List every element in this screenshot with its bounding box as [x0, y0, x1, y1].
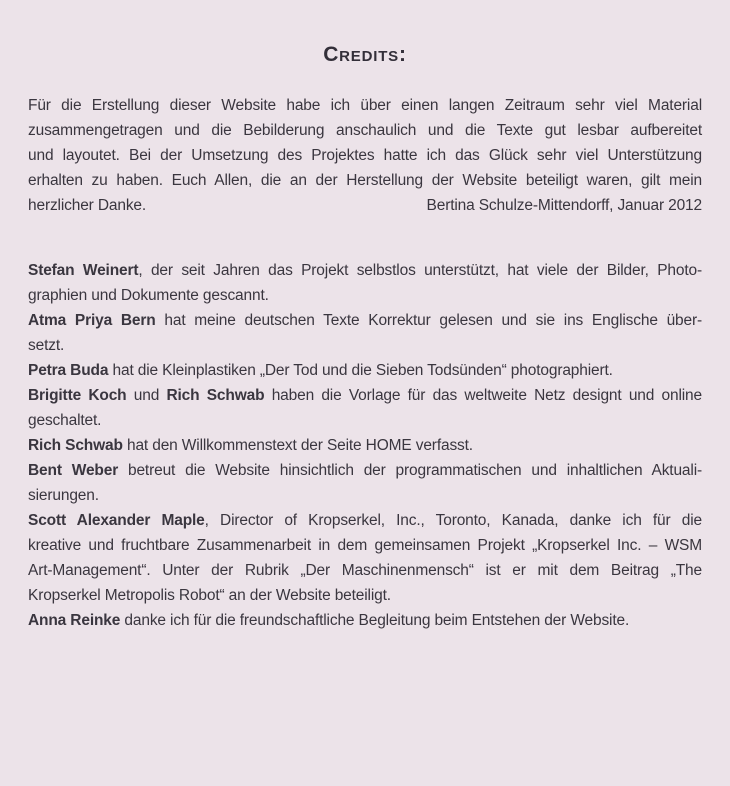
person-name: Bent Weber: [28, 462, 119, 479]
text-run: hat die Kleinplastiken „Der Tod und die Sieben Todsünden“ photographiert.: [108, 362, 613, 379]
person-name: Anna Reinke: [28, 612, 121, 629]
person-name: Brigitte Koch: [28, 387, 127, 404]
text-run: und layoutet. Bei der Umsetzung des Projektes hatte ich das Glück sehr viel Unterstützung: [28, 147, 702, 164]
credits-list: [28, 258, 702, 633]
credits-line: [28, 383, 702, 408]
text-run: danke ich für die freundschaftliche Begleitung beim Entstehen der Website.: [120, 612, 630, 629]
credits-line: [28, 458, 702, 483]
text-run: geschaltet.: [28, 412, 102, 429]
credits-line: [28, 583, 702, 608]
intro-line: [28, 143, 702, 168]
credits-line: [28, 358, 702, 383]
credits-page: [0, 42, 730, 633]
page-title: Credits:: [323, 43, 407, 66]
credits-line: [28, 258, 702, 283]
text-run: , Director of Kropserkel, Inc., Toronto, Kanada, danke ich für die: [204, 512, 702, 529]
credits-line: [28, 533, 702, 558]
credits-line: [28, 508, 702, 533]
intro-line: [28, 118, 702, 143]
text-run: erhalten zu haben. Euch Allen, die an der Herstellung der Website beteiligt waren, gilt mein: [28, 172, 702, 189]
intro-paragraph: [28, 93, 702, 218]
credits-line: [28, 483, 702, 508]
text-run: , der seit Jahren das Projekt selbstlos unterstützt, hat viele der Bilder, Photo-: [138, 262, 702, 279]
text-run: und: [126, 387, 167, 404]
credits-line: [28, 433, 702, 458]
person-name: Atma Priya Bern: [28, 312, 156, 329]
text-run: Für die Erstellung dieser Website habe ich über einen langen Zeitraum sehr viel Material: [28, 97, 702, 114]
text-run: setzt.: [28, 337, 65, 354]
text-run: graphien und Dokumente gescannt.: [28, 287, 269, 304]
text-run: haben die Vorlage für das weltweite Netz designt und online: [264, 387, 702, 404]
text-run: hat meine deutschen Texte Korrektur gelesen und sie ins Englische über-: [155, 312, 703, 329]
person-name: Rich Schwab: [28, 437, 123, 454]
credits-line: [28, 283, 702, 308]
text-run: kreative und fruchtbare Zusammenarbeit in dem gemeinsamen Projekt „Kropserkel Inc. – WSM: [28, 537, 702, 554]
intro-line: [28, 93, 702, 118]
text-run: sierungen.: [28, 487, 99, 504]
person-name: Stefan Weinert: [28, 262, 139, 279]
text-run: Kropserkel Metropolis Robot“ an der Website beteiligt.: [28, 587, 391, 604]
credits-line: [28, 608, 702, 633]
person-name: Rich Schwab: [166, 387, 265, 404]
credits-line: [28, 408, 702, 433]
credits-line: [28, 558, 702, 583]
text-run: hat den Willkommenstext der Seite HOME verfasst.: [122, 437, 473, 454]
credits-line: [28, 308, 702, 333]
author-date-signature: Bertina Schulze-Mittendorff, Januar 2012: [426, 197, 702, 214]
person-name: Scott Alexander Maple: [28, 512, 205, 529]
intro-line: [28, 168, 702, 193]
paragraph-closing-text: herzlicher Danke.: [28, 197, 147, 214]
text-run: zusammengetragen und die Bebilderung anschaulich und die Texte gut lesbar aufbereitet: [28, 122, 702, 139]
person-name: Petra Buda: [28, 362, 109, 379]
text-run: Art-Management“. Unter der Rubrik „Der Maschinenmensch“ ist er mit dem Beitrag „The: [28, 562, 702, 579]
text-run: betreut die Website hinsichtlich der programmatischen und inhaltlichen Aktuali-: [118, 462, 702, 479]
intro-line: [28, 193, 702, 218]
credits-line: [28, 333, 702, 358]
